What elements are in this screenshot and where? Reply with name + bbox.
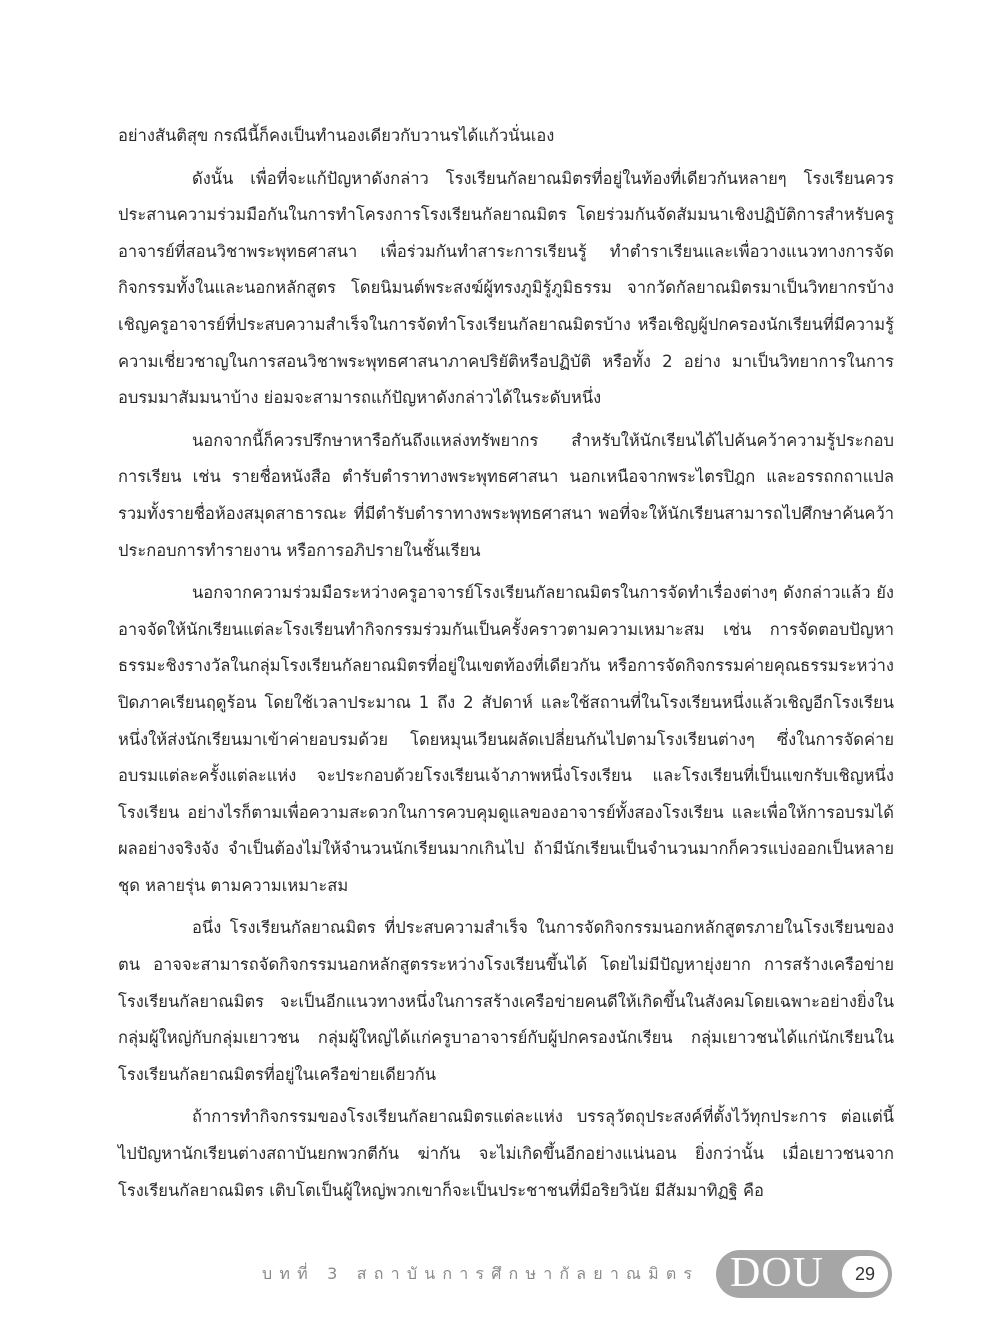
paragraph-3: นอกจากนี้ก็ควรปรึกษาหารือกันถึงแหล่งทรัพยากร สำหรับให้นักเรียนได้ไปค้นคว้าความรู้ประกอบการเรียน เช่น รายชื่อหนังสือ ตำรับตำราทางพระพุทธศาสนา นอกเหนือจากพระไตรปิฎก และอรรถกถาแปล รวมทั้งรายชื่อห้องสมุดสาธารณะ ที่มีตำรับตำราทางพระพุทธศาสนา พอที่จะให้นักเรียนสามารถไปศึกษาค้นคว้าประกอบการทำรายงาน หรือการอภิปรายในชั้นเรียน bbox=[118, 430, 894, 560]
page-body bbox=[118, 118, 894, 1215]
dou-logo: DOU bbox=[730, 1250, 824, 1296]
page-footer bbox=[0, 1250, 1000, 1300]
paragraph-2: ดังนั้น เพื่อที่จะแก้ปัญหาดังกล่าว โรงเรียนกัลยาณมิตรที่อยู่ในท้องที่เดียวกันหลายๆ โรงเรียนควรประสานความร่วมมือกันในการทำโครงการโรงเรียนกัลยาณมิตร โดยร่วมกันจัดสัมมนาเชิงปฏิบัติการสำหรับครูอาจารย์ที่สอนวิชาพระพุทธศาสนา เพื่อร่วมกันทำสาระการเรียนรู้ ทำตำราเรียนและเพื่อวางแนวทางการจัดกิจกรรมทั้งในและนอกหลักสูตร โดยนิมนต์พระสงฆ์ผู้ทรงภูมิรู้ภูมิธรรม จากวัดกัลยาณมิตรมาเป็นวิทยากรบ้าง เชิญครูอาจารย์ที่ประสบความสำเร็จในการจัดทำโรงเรียนกัลยาณมิตรบ้าง หรือเชิญผู้ปกครองนักเรียนที่มีความรู้ความเชี่ยวชาญในการสอนวิชาพระพุทธศาสนาภาคปริยัติหรือปฏิบัติ หรือทั้ง 2 อย่าง มาเป็นวิทยาการในการอบรมมาสัมมนาบ้าง ย่อมจะสามารถแก้ปัญหาดังกล่าวได้ในระดับหนึ่ง bbox=[118, 168, 894, 408]
paragraph-6: ถ้าการทำกิจกรรมของโรงเรียนกัลยาณมิตรแต่ละแห่ง บรรลุวัตถุประสงค์ที่ตั้งไว้ทุกประการ ต่อแต่นี้ไปปัญหานักเรียนต่างสถาบันยกพวกตีกัน ฆ่ากัน จะไม่เกิดขึ้นอีกอย่างแน่นอน ยิ่งกว่านั้น เมื่อเยาวชนจากโรงเรียนกัลยาณมิตร เติบโตเป็นผู้ใหญ่พวกเขาก็จะเป็นประชาชนที่มีอริยวินัย มีสัมมาทิฏฐิ คือ bbox=[118, 1107, 894, 1200]
page-number: 29 bbox=[842, 1256, 888, 1292]
paragraph-5: อนึ่ง โรงเรียนกัลยาณมิตร ที่ประสบความสำเร็จ ในการจัดกิจกรรมนอกหลักสูตรภายในโรงเรียนของตน อาจจะสามารถจัดกิจกรรมนอกหลักสูตรระหว่างโรงเรียนขึ้นได้ โดยไม่มีปัญหายุ่งยาก การสร้างเครือข่ายโรงเรียนกัลยาณมิตร จะเป็นอีกแนวทางหนึ่งในการสร้างเครือข่ายคนดีให้เกิดขึ้นในสังคมโดยเฉพาะอย่างยิ่งในกลุ่มผู้ใหญ่กับกลุ่มเยาวชน กลุ่มผู้ใหญ่ได้แก่ครูบาอาจารย์กับผู้ปกครองนักเรียน กลุ่มเยาวชนได้แก่นักเรียนในโรงเรียนกัลยาณมิตรที่อยู่ในเครือข่ายเดียวกัน bbox=[118, 918, 894, 1084]
chapter-title: บทที่ 3 สถาบันการศึกษากัลยาณมิตร bbox=[262, 1264, 700, 1283]
paragraph-1: อย่างสันติสุข กรณีนี้ก็คงเป็นทำนองเดียวกับวานรได้แก้วนั่นเอง bbox=[118, 126, 555, 145]
dou-page-badge bbox=[716, 1250, 892, 1298]
paragraph-4: นอกจากความร่วมมือระหว่างครูอาจารย์โรงเรียนกัลยาณมิตรในการจัดทำเรื่องต่างๆ ดังกล่าวแล้ว ยังอาจจัดให้นักเรียนแต่ละโรงเรียนทำกิจกรรมร่วมกันเป็นครั้งคราวตามความเหมาะสม เช่น การจัดตอบปัญหาธรรมะชิงรางวัลในกลุ่มโรงเรียนกัลยาณมิตรที่อยู่ในเขตท้องที่เดียวกัน หรือการจัดกิจกรรมค่ายคุณธรรมระหว่างปิดภาคเรียนฤดูร้อน โดยใช้เวลาประมาณ 1 ถึง 2 สัปดาห์ และใช้สถานที่ในโรงเรียนหนึ่งแล้วเชิญอีกโรงเรียนหนึ่งให้ส่งนักเรียนมาเข้าค่ายอบรมด้วย โดยหมุนเวียนผลัดเปลี่ยนกันไปตามโรงเรียนต่างๆ ซึ่งในการจัดค่ายอบรมแต่ละครั้งแต่ละแห่ง จะประกอบด้วยโรงเรียนเจ้าภาพหนึ่งโรงเรียน และโรงเรียนที่เป็นแขกรับเชิญหนึ่งโรงเรียน อย่างไรก็ตามเพื่อความสะดวกในการควบคุมดูแลของอาจารย์ทั้งสองโรงเรียน และเพื่อให้การอบรมได้ผลอย่างจริงจัง จำเป็นต้องไม่ให้จำนวนนักเรียนมากเกินไป ถ้ามีนักเรียนเป็นจำนวนมากก็ควรแบ่งออกเป็นหลายชุด หลายรุ่น ตามความเหมาะสม bbox=[118, 583, 894, 895]
